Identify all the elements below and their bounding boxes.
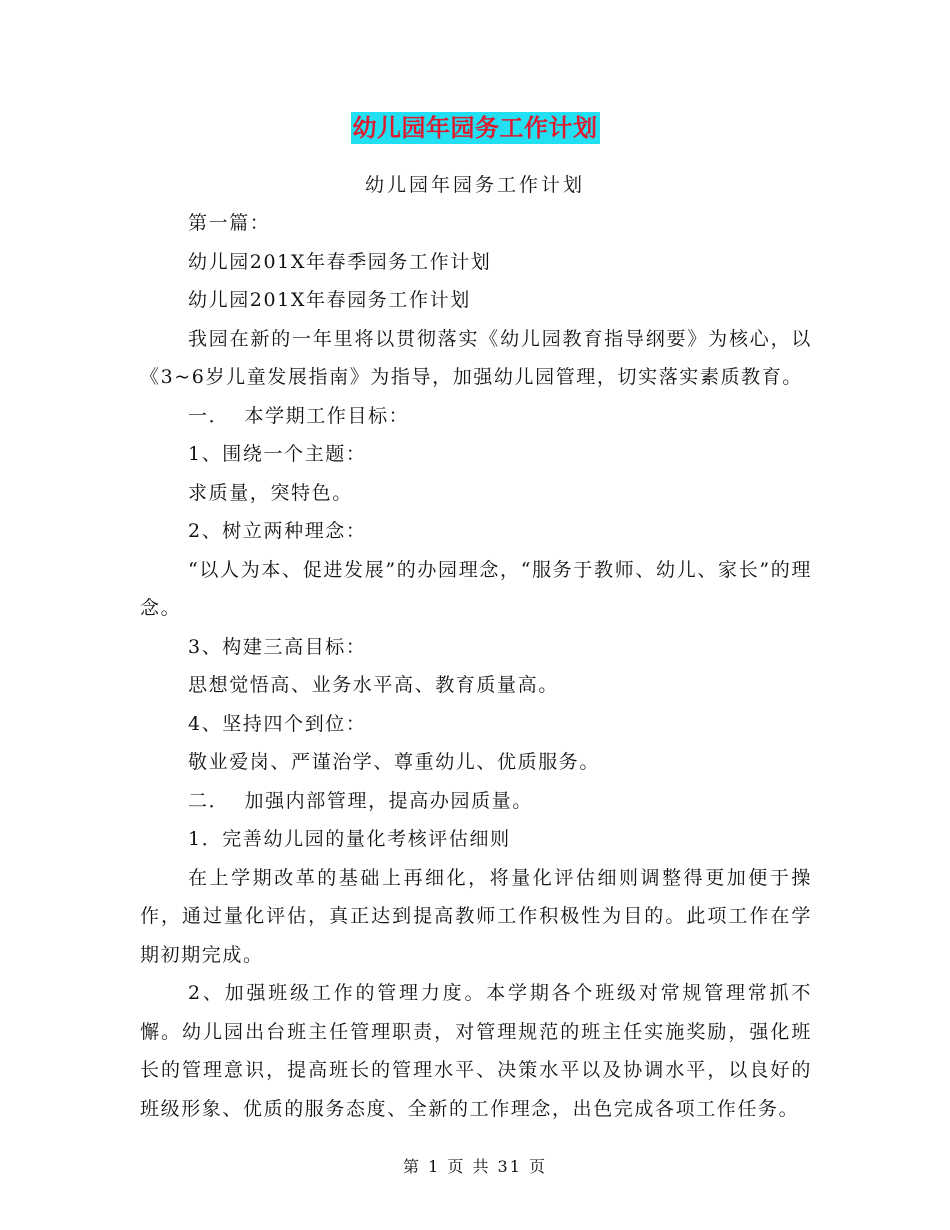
paragraph: 2、树立两种理念： (188, 520, 367, 542)
paragraph: 在上学期改革的基础上再细化，将量化评估细则调整得更加便于操作，通过量化评估，真正达到提高教师工作积极性为目的。此项工作在学期初期完成。 (140, 866, 812, 966)
paragraph: 1．完善幼儿园的量化考核评估细则 (188, 828, 511, 850)
document-body (140, 204, 812, 1128)
paragraph: 敬业爱岗、严谨治学、尊重幼儿、优质服务。 (188, 751, 601, 773)
paragraph: “以人为本、促进发展”的办园理念，“服务于教师、幼儿、家长”的理念。 (140, 558, 812, 619)
paragraph: 幼儿园201X年春季园务工作计划 (188, 250, 492, 273)
title-block (0, 112, 950, 144)
paragraph: 思想觉悟高、业务水平高、教育质量高。 (188, 674, 559, 696)
document-title: 幼儿园年园务工作计划 (352, 114, 598, 142)
paragraph: 幼儿园201X年春园务工作计划 (188, 289, 471, 311)
page-footer: 第 1 页 共 31 页 (403, 1157, 547, 1176)
paragraph: 第一篇： (188, 212, 271, 234)
paragraph: 1、围绕一个主题： (188, 443, 367, 465)
section-heading: 一． 本学期工作目标： (188, 404, 410, 427)
document-subtitle: 幼儿园年园务工作计划 (364, 174, 585, 196)
paragraph: 我园在新的一年里将以贯彻落实《幼儿园教育指导纲要》为核心，以《3~6岁儿童发展指南》为指导，加强幼儿园管理，切实落实素质教育。 (140, 327, 812, 388)
paragraph: 求质量，突特色。 (188, 481, 353, 504)
paragraph: 2、加强班级工作的管理力度。本学期各个班级对常规管理常抓不懈。幼儿园出台班主任管理职责，对管理规范的班主任实施奖励，强化班长的管理意识，提高班长的管理水平、决策水平以及协调水平，以良好的班级形象、优质的服务态度、全新的工作理念，出色完成各项工作任务。 (140, 982, 812, 1120)
paragraph: 3、构建三高目标： (188, 635, 367, 658)
paragraph: 4、坚持四个到位： (188, 712, 367, 735)
section-heading: 二． 加强内部管理，提高办园质量。 (188, 789, 533, 812)
